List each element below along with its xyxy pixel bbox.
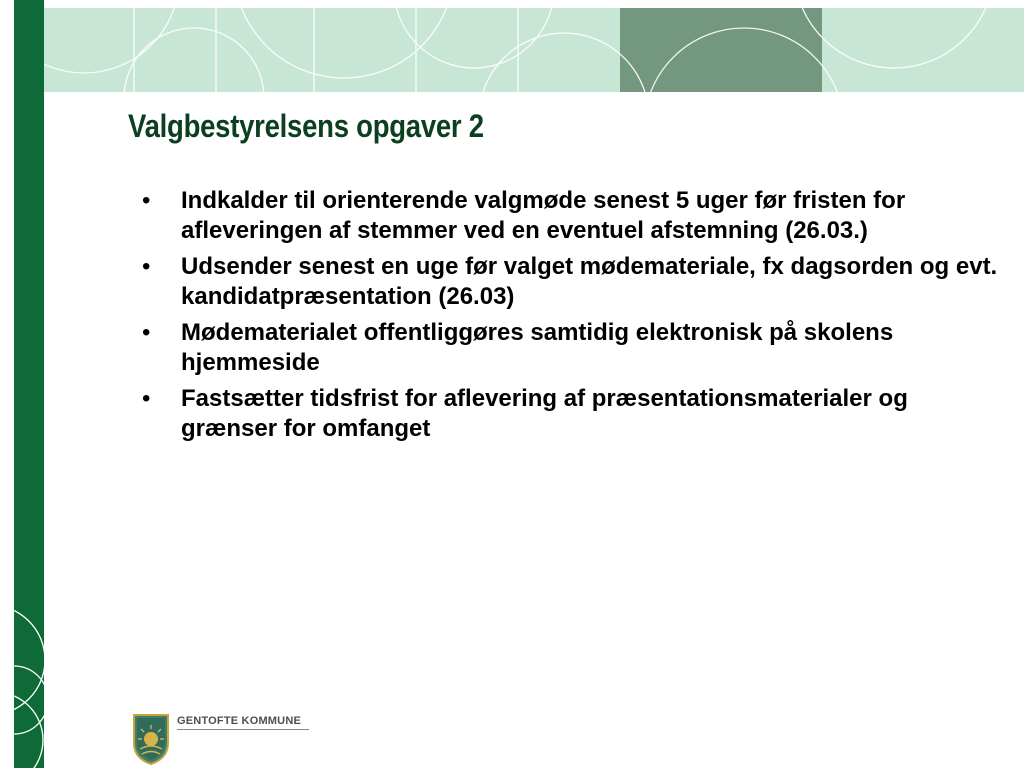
left-stripe-circles <box>0 590 44 768</box>
bullet-item <box>140 186 1010 246</box>
municipality-name: GENTOFTE KOMMUNE <box>177 715 301 727</box>
bullet-list <box>140 186 1010 450</box>
bullet-marker: • <box>142 319 151 346</box>
slide-title: Valgbestyrelsens opgaver 2 <box>128 108 484 144</box>
bullet-text: Fastsætter tidsfrist for aflevering af præsentationsmaterialer og grænser for omfanget <box>181 385 908 442</box>
bullet-item <box>140 252 1010 312</box>
bullet-marker: • <box>142 385 151 412</box>
bullet-text: Mødematerialet offentliggøres samtidig elektronisk på skolens hjemmeside <box>181 319 894 376</box>
bullet-item <box>140 384 1010 444</box>
header-decoration-band <box>44 8 1024 92</box>
logo-underline <box>177 729 309 730</box>
header-dark-block <box>620 8 822 92</box>
bullet-text: Udsender senest en uge før valget mødemateriale, fx dagsorden og evt. kandidatpræsentation (26.03) <box>181 253 998 310</box>
bullet-marker: • <box>142 253 151 280</box>
municipality-shield-icon <box>132 713 170 765</box>
bullet-item <box>140 318 1010 378</box>
bullet-marker: • <box>142 187 151 214</box>
bullet-text: Indkalder til orienterende valgmøde senest 5 uger før fristen for afleveringen af stemmer ved en eventuel afstemning (26.03.) <box>181 187 906 244</box>
header-circles-pattern <box>44 8 1024 92</box>
municipality-logo <box>132 713 312 765</box>
